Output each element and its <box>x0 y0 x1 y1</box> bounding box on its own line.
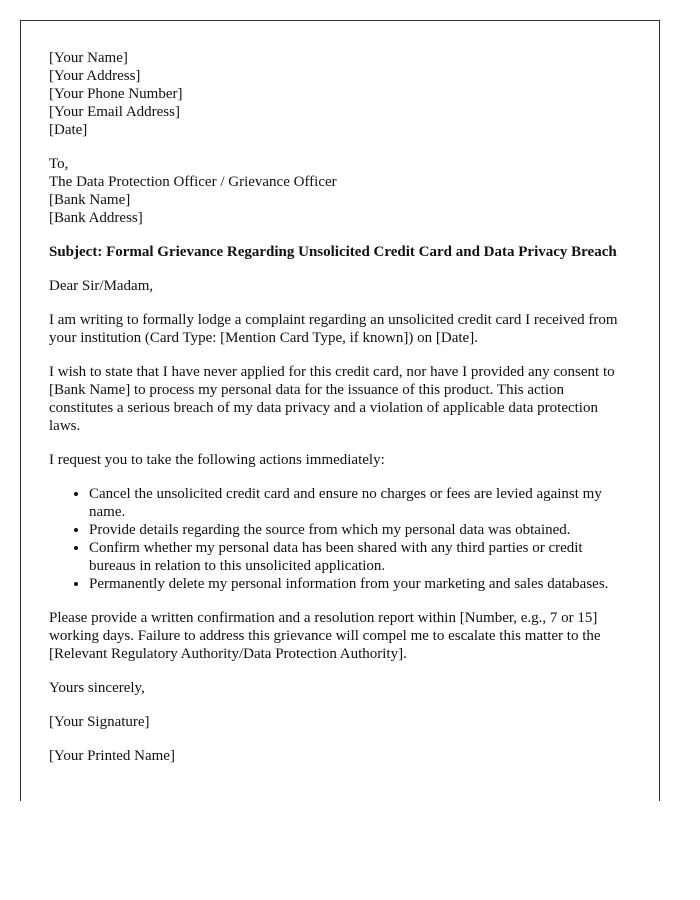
subject-line: Subject: Formal Grievance Regarding Unsolicited Credit Card and Data Privacy Breach <box>49 244 617 260</box>
paragraph-closing: Please provide a written confirmation and a resolution report within [Number, e.g., 7 or 15] working days. Failure to address this grievance will compel me to escalate this matter to the [Relevant Regulatory Authority/Data Protection Authority]. <box>49 610 601 662</box>
sender-address: [Your Address] <box>49 68 141 84</box>
recipient-block <box>49 155 629 227</box>
paragraph-statement: I wish to state that I have never applied for this credit card, nor have I provided any consent to [Bank Name] to process my personal data for the issuance of this product. This action constitutes a serious breach of my data privacy and a violation of applicable data protection laws. <box>49 364 615 434</box>
printed-name-placeholder: [Your Printed Name] <box>49 748 175 764</box>
letter-date: [Date] <box>49 122 88 138</box>
letter-page <box>20 20 660 801</box>
recipient-title: The Data Protection Officer / Grievance Officer <box>49 174 337 190</box>
sender-block <box>49 49 629 139</box>
valediction: Yours sincerely, <box>49 680 145 696</box>
paragraph-request: I request you to take the following actions immediately: <box>49 452 385 468</box>
recipient-to: To, <box>49 156 69 172</box>
sender-name: [Your Name] <box>49 50 128 66</box>
sender-email: [Your Email Address] <box>49 104 180 120</box>
action-item: • Provide details regarding the source from which my personal data was obtained. <box>89 521 629 539</box>
action-item: • Permanently delete my personal information from your marketing and sales databases. <box>89 575 629 593</box>
letter-content <box>49 49 629 781</box>
recipient-bank-name: [Bank Name] <box>49 192 131 208</box>
signature-placeholder: [Your Signature] <box>49 714 150 730</box>
action-list <box>49 485 629 593</box>
sender-phone: [Your Phone Number] <box>49 86 183 102</box>
recipient-bank-address: [Bank Address] <box>49 210 143 226</box>
salutation: Dear Sir/Madam, <box>49 278 154 294</box>
action-item: • Confirm whether my personal data has been shared with any third parties or credit bureaus in relation to this unsolicited application. <box>89 539 629 575</box>
action-item: • Cancel the unsolicited credit card and ensure no charges or fees are levied against my name. <box>89 485 629 521</box>
paragraph-intro: I am writing to formally lodge a complaint regarding an unsolicited credit card I received from your institution (Card Type: [Mention Card Type, if known]) on [Date]. <box>49 312 618 346</box>
